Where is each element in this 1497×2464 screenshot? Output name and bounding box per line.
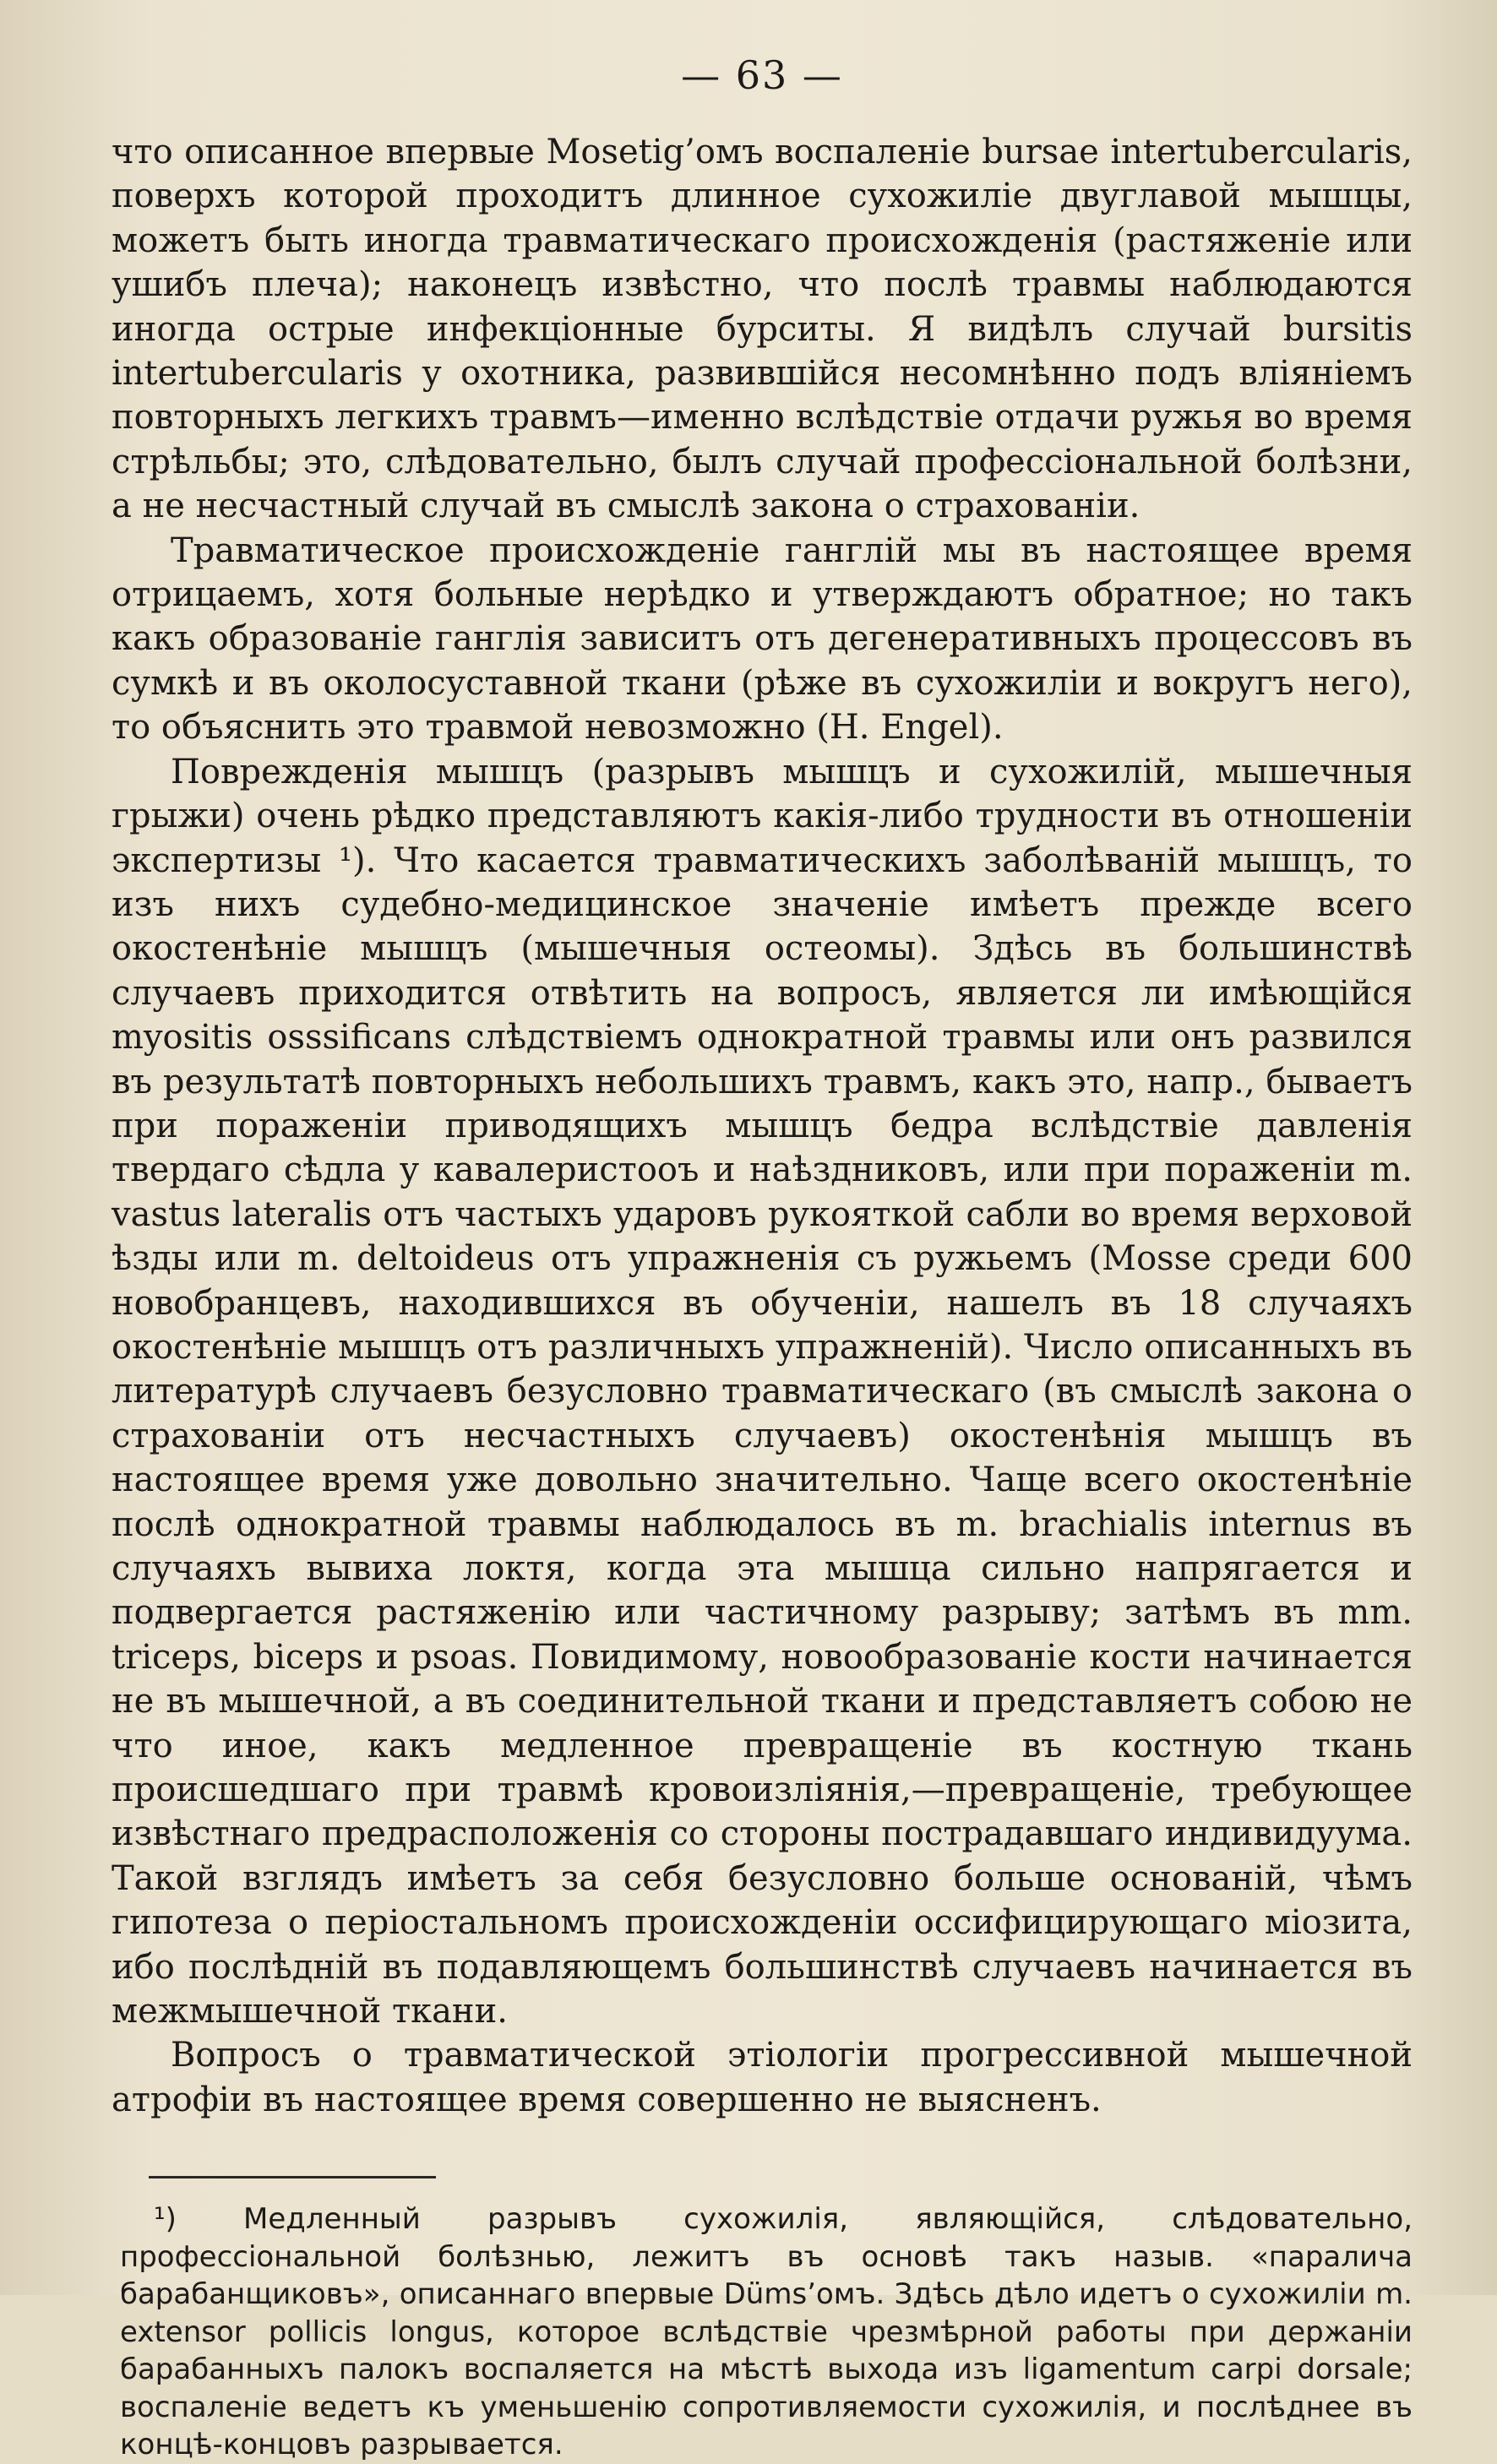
paragraph-2: Травматическое происхожденіе ганглій мы въ настоящее время отрицаемъ, хотя больные нерѣдко и утверждаютъ обратное; но такъ какъ образованіе ганглія зависитъ отъ дегенеративныхъ процессовъ въ сумкѣ и въ околосуставной ткани (рѣже въ сухожиліи и вокругъ него), то объяснить это травмой невозможно (H. Engel). — [112, 530, 1413, 748]
page-number: — 63 — — [681, 52, 843, 98]
paragraph-3: Поврежденія мышцъ (разрывъ мышцъ и сухожилій, мышечныя грыжи) очень рѣдко представляютъ какія-либо трудности въ отношеніи экспертизы ¹). Что касается травматическихъ заболѣваній мышцъ, то изъ нихъ судебно-медицинское значеніе имѣетъ прежде всего окостенѣніе мышцъ (мышечныя остеомы). Здѣсь въ большинствѣ случаевъ приходится отвѣтить на вопросъ, является ли имѣющійся myositis osssificans слѣдствіемъ однократной травмы или онъ развился въ результатѣ повторныхъ небольшихъ травмъ, какъ это, напр., бываетъ при пораженіи приводящихъ мышцъ бедра вслѣдствіе давленія твердаго сѣдла у кавалеристоoъ и наѣздниковъ, или при пораженіи m. vastus lateralis отъ частыхъ ударовъ рукояткой сабли во время верховой ѣзды или m. deltoideus отъ упражненія съ ружьемъ (Mosse среди 600 новобранцевъ, находившихся въ обученіи, нашелъ въ 18 случаяхъ окостенѣніе мышцъ отъ различныхъ упражненій). Число описанныхъ въ литературѣ случаевъ безусловно травматическаго (въ смыслѣ закона о страхованіи отъ несчастныхъ случаевъ) окостенѣнія мышцъ въ настоящее время уже довольно значительно. Чаще всего окостенѣніе послѣ однократной травмы наблюдалось въ m. brachialis internus въ случаяхъ вывиха локтя, когда эта мышца сильно напрягается и подвергается растяженію или частичному разрыву; затѣмъ въ mm. triceps, biceps и psoas. Повидимому, новообразованіе кости начинается не въ мышечной, а въ соединительной ткани и представляетъ собою не что иное, какъ медленное превращеніе въ костную ткань происшедшаго при травмѣ кровоизліянія,—превращеніе, требующее извѣстнаго предрасположенія со стороны пострадавшаго индивидуума. Такой взглядъ имѣетъ за себя безусловно больше основаній, чѣмъ гипотеза о періостальномъ происхожденіи оссифицирующаго міозита, ибо послѣдній въ подавляющемъ большинствѣ случаевъ начинается въ межмышечной ткани. — [112, 752, 1413, 2032]
footnote — [112, 2200, 1413, 2464]
paragraph-4: Вопросъ о травматической этіологіи прогрессивной мышечной атрофіи въ настоящее время совершенно не выясненъ. — [112, 2036, 1413, 2119]
footnote-text: ¹) Медленный разрывъ сухожилія, являющійся, слѣдовательно, профессіональной болѣзнью, лежитъ въ основѣ такъ назыв. «паралича барабанщиковъ», описаннаго впервые Düms’омъ. Здѣсь дѣло идетъ о сухожиліи m. extensor pollicis longus, которое вслѣдствіе чрезмѣрной работы при держаніи барабанныхъ палокъ воспаляется на мѣстѣ выхода изъ ligamentum carpi dorsale; воспаленіе ведетъ къ уменьшенію сопротивляемости сухожилія, и послѣднее въ концѣ-концовъ разрывается. — [120, 2202, 1413, 2462]
paragraph-1: что описанное впервые Mosetig’омъ воспаленіе bursae intertubercularis, поверхъ которой проходитъ длинное сухожиліе двуглавой мышцы, можетъ быть иногда травматическаго происхожденія (растяженіе или ушибъ плеча); наконецъ извѣстно, что послѣ травмы наблюдаются иногда острые инфекціонные бурситы. Я видѣлъ случай bursitis intertubercularis у охотника, развившійся несомнѣнно подъ вліяніемъ повторныхъ легкихъ травмъ—именно вслѣдствіе отдачи ружья во время стрѣльбы; это, слѣдовательно, былъ случай профессіональной болѣзни, а не несчастный случай въ смыслѣ закона о страхованіи. — [112, 133, 1413, 526]
body-text — [112, 130, 1413, 2122]
footnote-divider — [149, 2176, 436, 2178]
